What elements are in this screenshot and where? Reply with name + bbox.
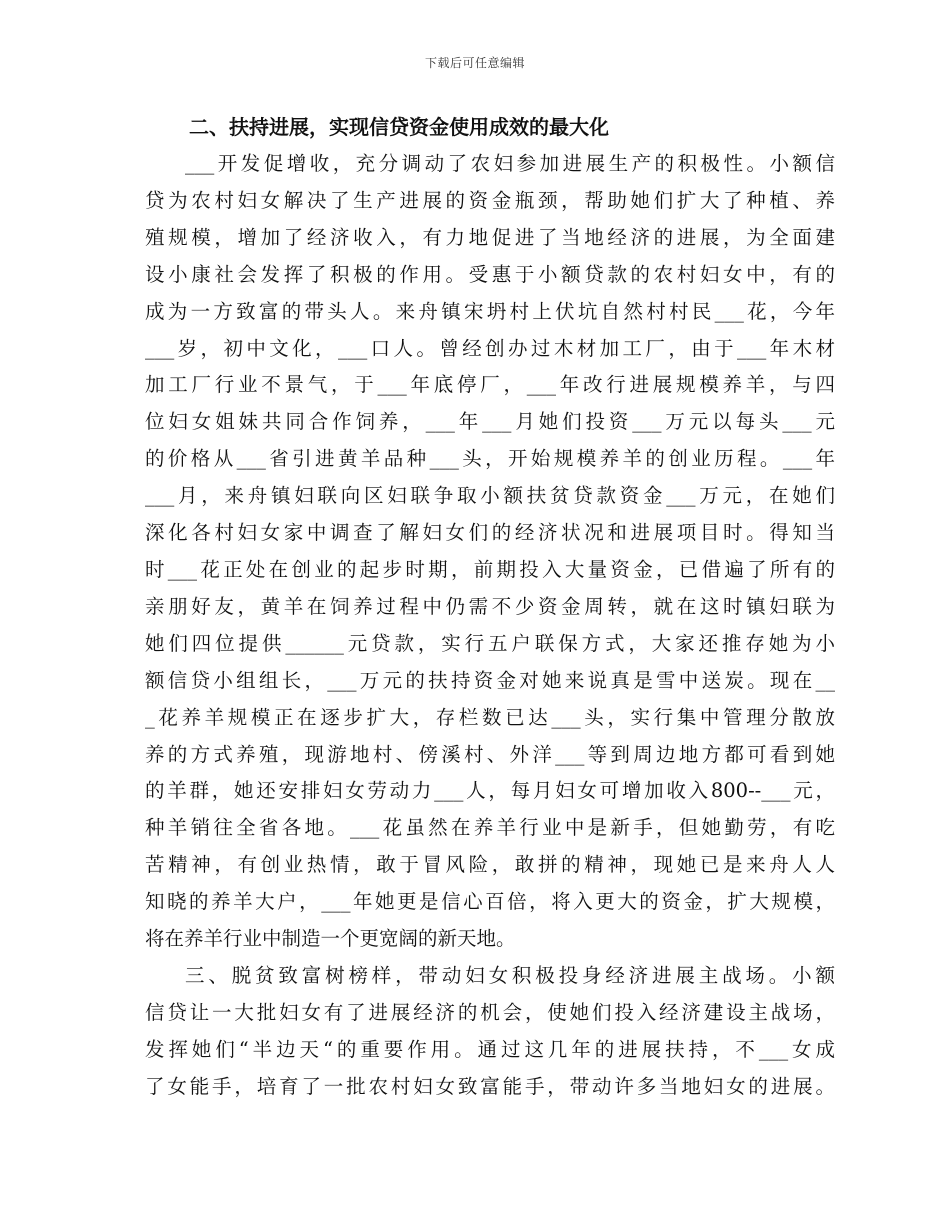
text-line: 的价格从___省引进黄羊品种___头，开始规模养羊的创业历程。___年 xyxy=(145,447,835,471)
text-line: 贷为农村妇女解决了生产进展的资金瓶颈，帮助她们扩大了种植、养 xyxy=(145,188,835,212)
text-line: 了女能手，培育了一批农村妇女致富能手，带动许多当地妇女的进展。 xyxy=(145,1074,835,1098)
text-line: 发挥她们“半边天“的重要作用。通过这几年的进展扶持，不___女成 xyxy=(145,1037,835,1061)
text-line: 加工厂行业不景气，于___年底停厂，___年改行进展规模养羊，与四 xyxy=(145,373,835,397)
text-line: 殖规模，增加了经济收入，有力地促进了当地经济的进展，为全面建 xyxy=(145,225,835,249)
paragraph-section-3 xyxy=(145,958,835,1106)
text-line: ___开发促增收，充分调动了农妇参加进展生产的积极性。小额信 xyxy=(185,152,835,175)
text-line: 三、脱贫致富树榜样，带动妇女积极投身经济进展主战场。小额 xyxy=(185,963,835,987)
text-line: 养的方式养殖，现游地村、傍溪村、外洋___等到周边地方都可看到她 xyxy=(145,742,835,766)
text-line: ___月，来舟镇妇联向区妇联争取小额扶贫贷款资金___万元，在她们 xyxy=(145,484,835,508)
document-body xyxy=(145,108,835,1106)
text-line: 的羊群，她还安排妇女劳动力___人，每月妇女可增加收入800--___元， xyxy=(145,779,835,803)
text-line: 将在养羊行业中制造一个更宽阔的新天地。 xyxy=(145,927,516,951)
text-line: _花养羊规模正在逐步扩大，存栏数已达___头，实行集中管理分散放 xyxy=(145,705,835,729)
text-line: 位妇女姐妹共同合作饲养，___年___月她们投资___万元以每头___元 xyxy=(145,410,835,434)
text-line: 种羊销往全省各地。___花虽然在养羊行业中是新手，但她勤劳，有吃 xyxy=(145,816,835,840)
text-line: 额信贷小组组长，___万元的扶持资金对她来说真是雪中送炭。现在__ xyxy=(145,668,835,692)
page-header: 下载后可任意编辑 xyxy=(424,56,525,70)
text-line: 设小康社会发挥了积极的作用。受惠于小额贷款的农村妇女中，有的 xyxy=(145,262,835,286)
text-line: 信贷让一大批妇女有了进展经济的机会，使她们投入经济建设主战场， xyxy=(145,1000,835,1024)
text-line: 知晓的养羊大户，___年她更是信心百倍，将入更大的资金，扩大规模， xyxy=(145,890,835,914)
text-line: 她们四位提供______元贷款，实行五户联保方式，大家还推存她为小 xyxy=(145,631,835,655)
text-line: 苦精神，有创业热情，敢于冒风险，敢拼的精神，现她已是来舟人人 xyxy=(145,853,835,877)
text-line: 深化各村妇女家中调查了解妇女们的经济状况和进展项目时。得知当 xyxy=(145,521,835,545)
text-line: 时___花正处在创业的起步时期，前期投入大量资金，已借遍了所有的 xyxy=(145,557,835,581)
text-line: 成为一方致富的带头人。来舟镇宋坍村上伏坑自然村村民___花，今年 xyxy=(145,299,835,323)
text-line: 亲朋好友，黄羊在饲养过程中仍需不少资金周转，就在这时镇妇联为 xyxy=(145,594,835,618)
text-line: ___岁，初中文化，___口人。曾经创办过木材加工厂，由于___年木材 xyxy=(145,336,835,360)
paragraph-section-2 xyxy=(145,146,835,958)
section-heading: 二、扶持进展，实现信贷资金使用成效的最大化 xyxy=(189,115,609,139)
